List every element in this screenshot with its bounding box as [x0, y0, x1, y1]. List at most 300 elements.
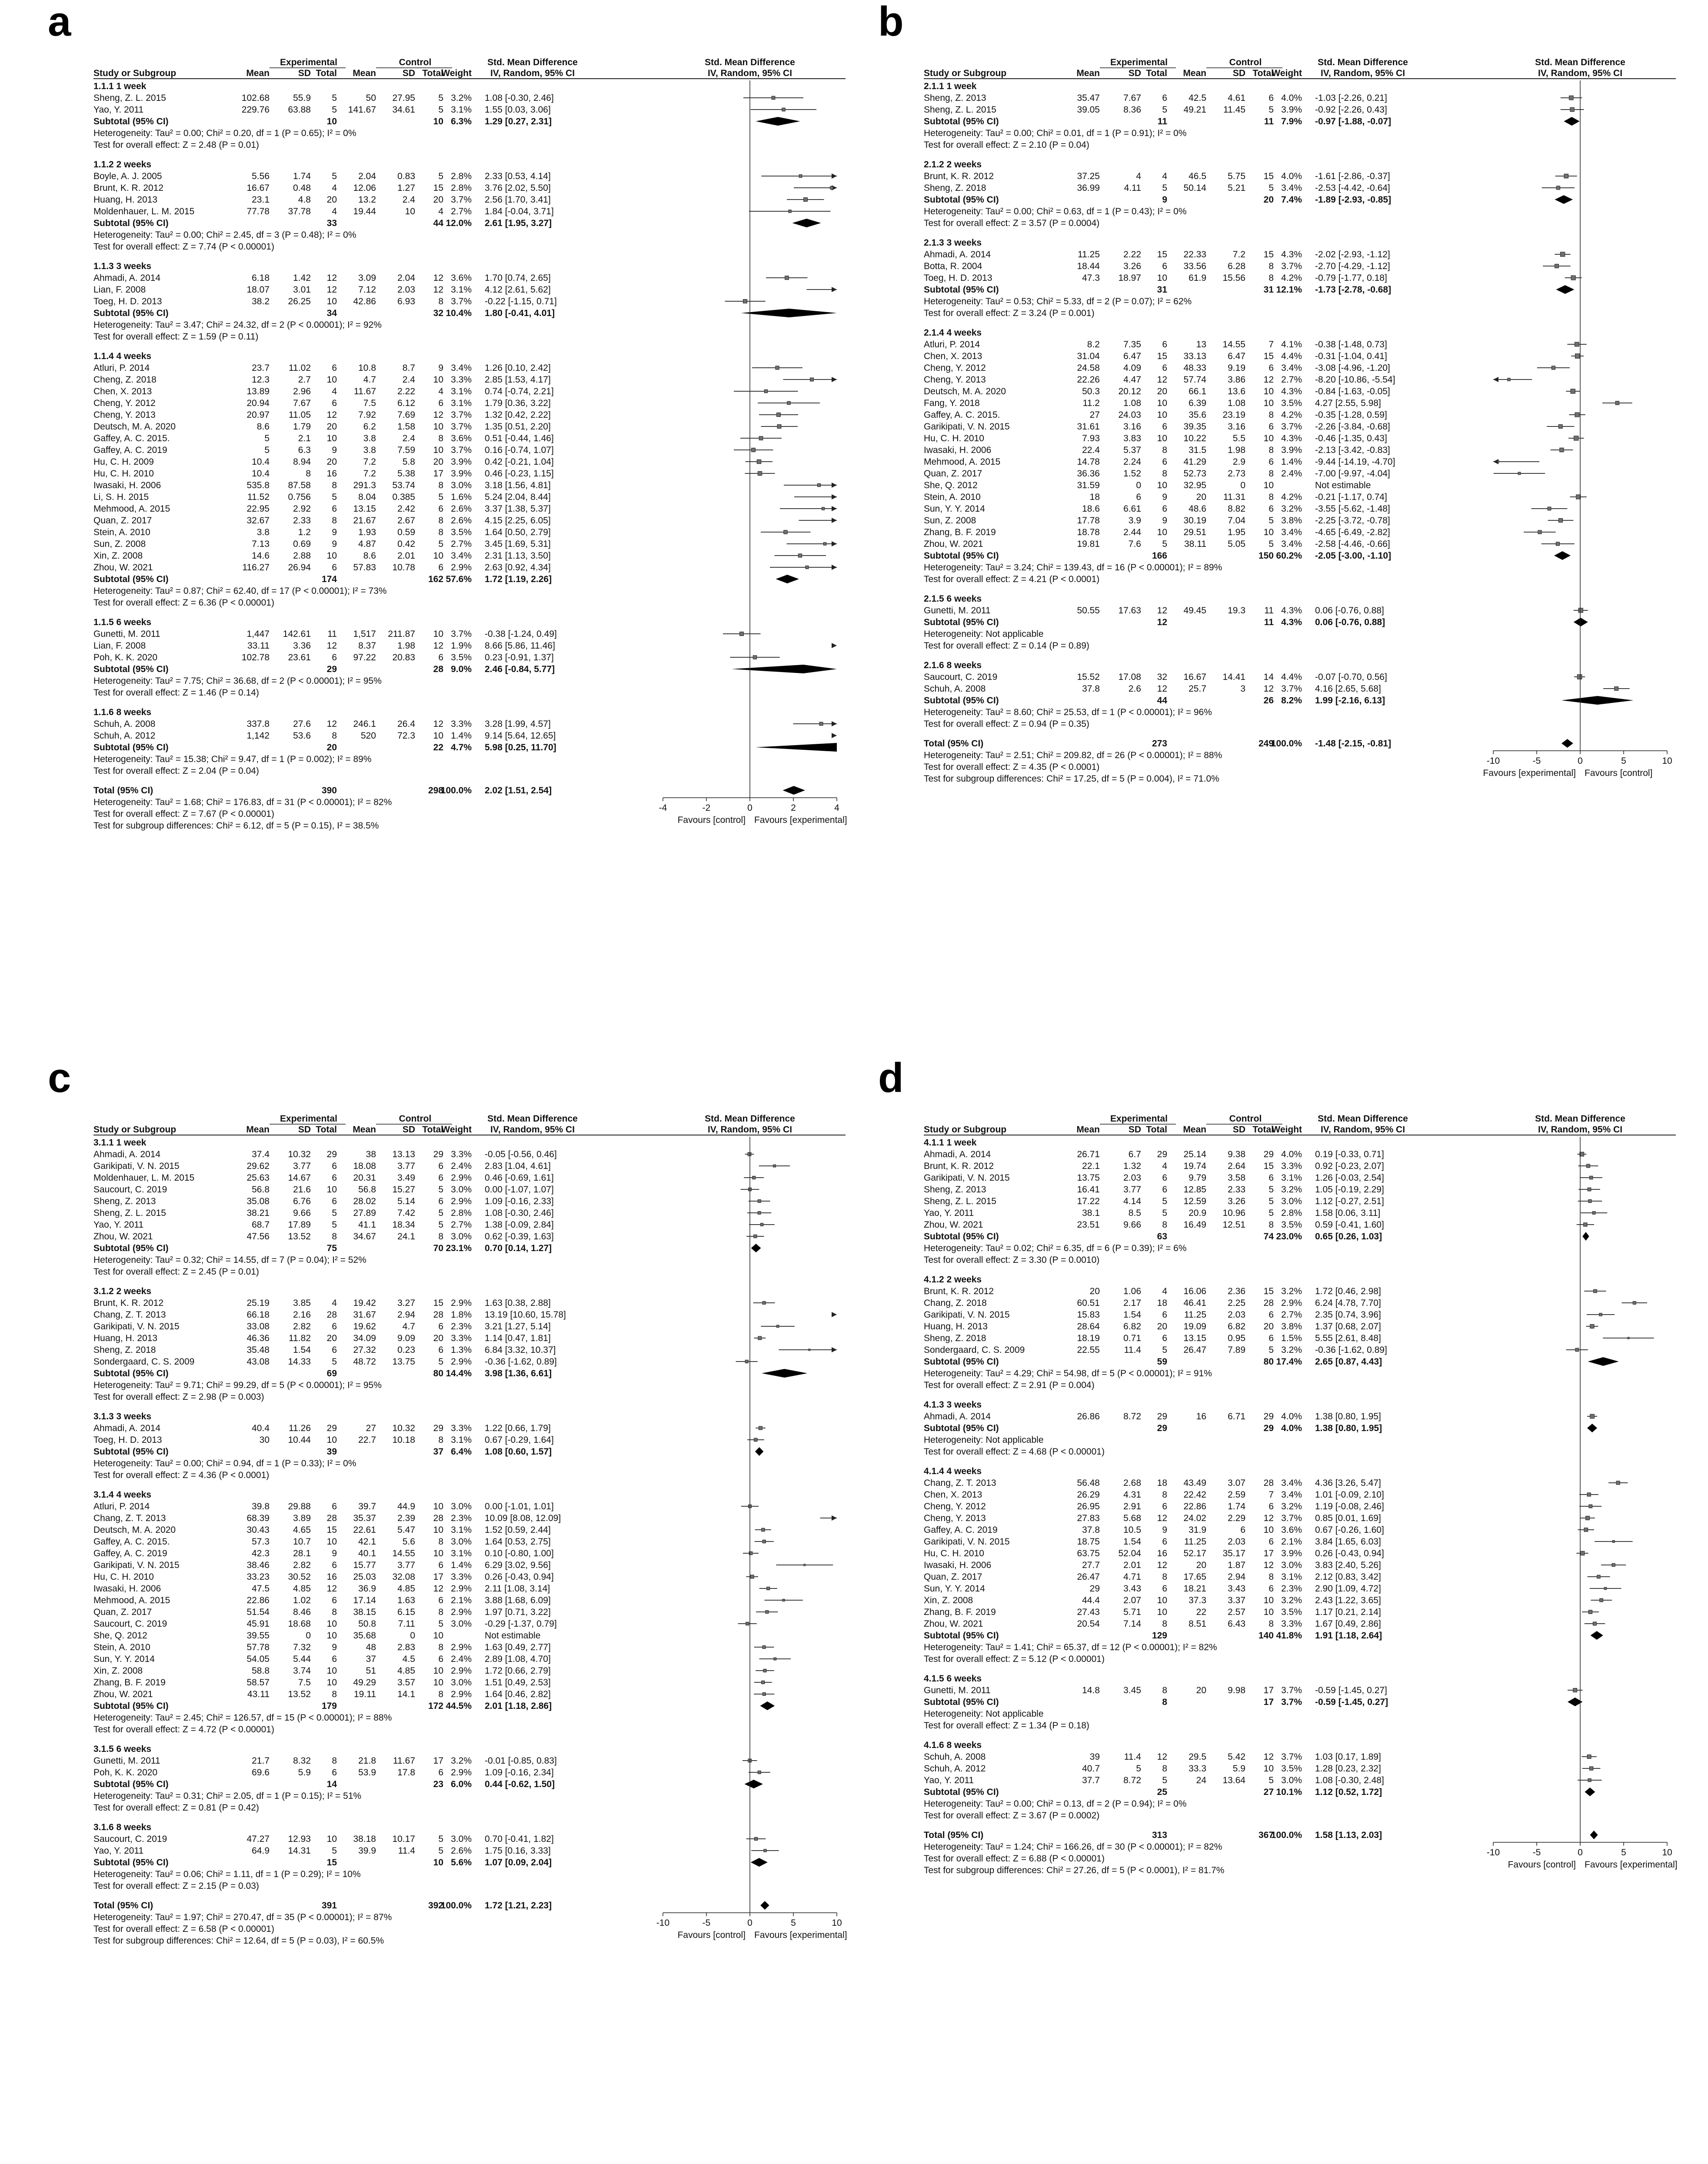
smd-ci: 0.46 [-0.69, 1.61] — [485, 1173, 554, 1183]
study-name: Schuh, A. 2012 — [93, 731, 156, 741]
weight: 4.4% — [1281, 672, 1302, 682]
exp-mean: 25.19 — [246, 1298, 270, 1308]
study-point — [762, 1693, 766, 1696]
study-point — [1497, 461, 1499, 463]
study-name: Stein, A. 2010 — [93, 527, 150, 537]
ctrl-total: 15 — [433, 183, 443, 193]
ctrl-sd: 6 — [1240, 1525, 1245, 1535]
header-total: Total — [316, 1125, 337, 1135]
header-mean: Mean — [246, 1125, 270, 1135]
weight: 3.1% — [451, 1525, 472, 1535]
ctrl-mean: 22.33 — [1183, 250, 1206, 260]
ctrl-mean: 24.02 — [1183, 1513, 1206, 1523]
header-experimental: Experimental — [1110, 57, 1168, 67]
group-title: 1.1.4 4 weeks — [93, 351, 152, 361]
ctrl-sd: 9.98 — [1228, 1685, 1245, 1695]
exp-mean: 40.7 — [1082, 1764, 1100, 1774]
ctrl-total: 29 — [1263, 1412, 1274, 1422]
study-point — [1628, 1337, 1629, 1339]
exp-total: 8 — [1162, 1619, 1167, 1629]
ctrl-sd: 7.04 — [1228, 516, 1245, 526]
exp-mean: 8.6 — [256, 422, 270, 432]
smd-ci: -2.53 [-4.42, -0.64] — [1315, 183, 1390, 193]
weight: 2.4% — [451, 1654, 472, 1664]
study-name: Brunt, K. R. 2012 — [93, 1298, 164, 1308]
subtotal-diamond — [1556, 285, 1574, 294]
exp-total: 10 — [1157, 480, 1167, 490]
subtotal-ci: 1.80 [-0.41, 4.01] — [485, 308, 555, 318]
ci-arrow — [832, 541, 837, 546]
ctrl-sd: 1.87 — [1228, 1560, 1245, 1570]
study-name: Mehmood, A. 2015 — [93, 504, 170, 514]
header-total: Total — [1252, 68, 1274, 78]
subtotal-label: Subtotal (95% CI) — [93, 1858, 169, 1868]
weight: 2.7% — [451, 539, 472, 549]
subtotal-ctrl-total: 11 — [1264, 617, 1274, 627]
study-name: Sun, Y. Y. 2014 — [924, 1584, 985, 1594]
exp-total: 10 — [1157, 1595, 1167, 1605]
subtotal-ctrl-total: 44 — [433, 218, 443, 228]
smd-ci: -0.07 [-0.70, 0.56] — [1315, 672, 1387, 682]
smd-ci: 4.16 [2.65, 5.68] — [1315, 684, 1381, 694]
study-name: Quan, Z. 2017 — [93, 1607, 152, 1617]
subtotal-label: Subtotal (95% CI) — [924, 551, 999, 561]
study-name: Garikipati, V. N. 2015 — [93, 1560, 180, 1570]
exp-sd: 55.9 — [293, 93, 311, 103]
exp-total: 10 — [1157, 1607, 1167, 1617]
ci-arrow — [832, 565, 837, 570]
ctrl-mean: 8.04 — [358, 492, 376, 502]
ctrl-total: 8 — [1269, 273, 1274, 283]
weight: 1.8% — [451, 1310, 472, 1320]
subtotal-exp-total: 11 — [1157, 117, 1167, 127]
subtotal-ctrl-total: 80 — [433, 1368, 443, 1378]
smd-ci: 2.31 [1.13, 3.50] — [485, 551, 551, 561]
ctrl-mean: 21.67 — [353, 516, 376, 526]
exp-sd: 11.02 — [289, 363, 311, 373]
ctrl-mean: 24 — [1196, 1775, 1206, 1785]
study-name: Yao, Y. 2011 — [924, 1775, 974, 1785]
exp-total: 6 — [332, 363, 337, 373]
total-label: Total (95% CI) — [93, 1901, 153, 1911]
ctrl-sd: 10.17 — [392, 1834, 415, 1844]
study-name: Sheng, Z. 2018 — [93, 1345, 156, 1355]
study-name: Sheng, Z. 2013 — [924, 1185, 986, 1195]
exp-mean: 15.83 — [1077, 1310, 1100, 1320]
weight: 3.0% — [1281, 1775, 1302, 1785]
study-name: Schuh, A. 2008 — [924, 684, 986, 694]
subtotal-ctrl-total: 22 — [433, 742, 443, 752]
exp-total: 32 — [1157, 672, 1167, 682]
ctrl-total: 10 — [433, 1666, 443, 1676]
overall-effect-text: Test for overall effect: Z = 0.81 (P = 0.42) — [93, 1803, 259, 1813]
study-point — [1612, 1563, 1615, 1566]
exp-total: 9 — [1162, 1525, 1167, 1535]
ctrl-total: 7 — [1269, 1490, 1274, 1500]
exp-sd: 0 — [1136, 480, 1141, 490]
exp-sd: 2.16 — [293, 1310, 311, 1320]
header-total: Total — [1146, 68, 1167, 78]
exp-sd: 14.31 — [288, 1846, 311, 1856]
exp-sd: 1.08 — [1123, 398, 1141, 408]
ctrl-total: 6 — [438, 398, 443, 408]
weight: 3.1% — [451, 285, 472, 295]
study-point — [758, 1771, 761, 1774]
ctrl-mean: 30.19 — [1183, 516, 1206, 526]
subtotal-ci: -1.73 [-2.78, -0.68] — [1315, 285, 1392, 295]
weight: 3.9% — [451, 469, 472, 479]
exp-mean: 11.2 — [1082, 398, 1100, 408]
ctrl-total: 5 — [1269, 1775, 1274, 1785]
ctrl-sd: 26.4 — [397, 719, 415, 729]
ctrl-sd: 5.47 — [397, 1525, 415, 1535]
favours-left: Favours [experimental] — [1483, 768, 1576, 778]
ctrl-sd: 15.56 — [1222, 273, 1245, 283]
ctrl-total: 5 — [1269, 1345, 1274, 1355]
ctrl-sd: 5.75 — [1228, 171, 1245, 181]
study-point — [1594, 1289, 1597, 1293]
subtotal-weight: 4.3% — [1281, 617, 1302, 627]
smd-ci: 0.51 [-0.44, 1.46] — [485, 433, 554, 443]
study-name: Xin, Z. 2008 — [924, 1595, 973, 1605]
ctrl-mean: 50 — [366, 93, 376, 103]
header-smd-plot-sub: IV, Random, 95% CI — [707, 68, 792, 78]
weight: 4.2% — [1281, 410, 1302, 420]
exp-total: 9 — [1162, 492, 1167, 502]
study-name: Hu, C. H. 2010 — [93, 1572, 154, 1582]
smd-ci: 0.92 [-0.23, 2.07] — [1315, 1161, 1384, 1171]
weight: 3.2% — [1281, 1345, 1302, 1355]
forest-plot — [872, 0, 1698, 1035]
study-name: Zhang, B. F. 2019 — [93, 1678, 166, 1688]
ctrl-total: 29 — [1263, 1149, 1274, 1159]
exp-total: 6 — [1162, 1584, 1167, 1594]
exp-mean: 36.36 — [1077, 469, 1100, 479]
group-title: 3.1.6 8 weeks — [93, 1822, 152, 1832]
ctrl-sd: 13.75 — [392, 1357, 415, 1367]
exp-total: 6 — [332, 1768, 337, 1778]
ctrl-mean: 25.7 — [1189, 684, 1206, 694]
ctrl-mean: 3.8 — [363, 445, 376, 455]
smd-ci: 1.26 [-0.03, 2.54] — [1315, 1173, 1384, 1183]
exp-total: 12 — [326, 719, 337, 729]
exp-mean: 39.05 — [1077, 105, 1100, 115]
ctrl-total: 8 — [1269, 1619, 1274, 1629]
study-name: Zhou, W. 2021 — [93, 563, 153, 573]
study-name: Zhou, W. 2021 — [924, 539, 983, 549]
exp-mean: 7.13 — [252, 539, 270, 549]
footer-text: Test for overall effect: Z = 6.88 (P < 0.00001) — [924, 1854, 1105, 1864]
forest-plot — [41, 1056, 867, 2152]
header-sd: SD — [1128, 1125, 1141, 1135]
subtotal-label: Subtotal (95% CI) — [924, 195, 999, 205]
footer-text: Test for subgroup differences: Chi² = 12.64, df = 5 (P = 0.03), I² = 60.5% — [93, 1936, 384, 1946]
ctrl-sd: 6.28 — [1228, 261, 1245, 271]
heterogeneity-text: Heterogeneity: Tau² = 0.06; Chi² = 1.11, df = 1 (P = 0.29); I² = 10% — [93, 1869, 361, 1879]
subtotal-label: Subtotal (95% CI) — [93, 574, 169, 584]
group-title: 4.1.2 2 weeks — [924, 1275, 982, 1285]
weight: 3.9% — [1281, 105, 1302, 115]
overall-effect-text: Test for overall effect: Z = 2.04 (P = 0.04) — [93, 766, 259, 776]
study-name: Zhang, B. F. 2019 — [924, 527, 996, 537]
ctrl-sd: 5.05 — [1228, 539, 1245, 549]
subtotal-ctrl-total: 140 — [1258, 1631, 1274, 1641]
exp-sd: 7.35 — [1123, 340, 1141, 350]
panel-letter: a — [48, 0, 71, 45]
weight: 3.2% — [451, 1756, 472, 1766]
exp-mean: 23.7 — [252, 363, 270, 373]
exp-mean: 47.27 — [246, 1834, 270, 1844]
ctrl-total: 10 — [433, 731, 443, 741]
ctrl-total: 12 — [1263, 1752, 1274, 1762]
total-weight: 100.0% — [440, 786, 472, 796]
ctrl-sd: 11.45 — [1223, 105, 1245, 115]
study-point — [1558, 425, 1562, 429]
smd-ci: 6.84 [3.32, 10.37] — [485, 1345, 556, 1355]
total-ctrl: 249 — [1258, 739, 1274, 749]
study-name: Schuh, A. 2008 — [93, 719, 156, 729]
smd-ci: -1.03 [-2.26, 0.21] — [1315, 93, 1387, 103]
exp-sd: 1.79 — [293, 422, 311, 432]
exp-mean: 38.1 — [1082, 1208, 1100, 1218]
exp-mean: 58.8 — [252, 1666, 270, 1676]
exp-mean: 50.55 — [1077, 606, 1100, 616]
weight: 3.4% — [1281, 527, 1302, 537]
study-point — [810, 378, 814, 381]
ctrl-total: 15 — [1263, 171, 1274, 181]
header-smd-text-sub: IV, Random, 95% CI — [490, 1125, 575, 1135]
weight: 3.4% — [1281, 539, 1302, 549]
subtotal-exp-total: 29 — [1157, 1423, 1167, 1433]
exp-mean: 33.08 — [246, 1322, 270, 1332]
exp-mean: 77.78 — [246, 206, 270, 216]
exp-mean: 3.8 — [256, 527, 270, 537]
header-mean: Mean — [353, 68, 376, 78]
exp-sd: 13.52 — [288, 1232, 311, 1242]
ctrl-sd: 5.14 — [397, 1196, 415, 1206]
ci-arrow — [832, 518, 837, 523]
weight: 3.7% — [1281, 422, 1302, 432]
exp-sd: 1.54 — [1123, 1310, 1141, 1320]
exp-sd: 0.71 — [1123, 1333, 1141, 1343]
total-ci: 1.72 [1.21, 2.23] — [485, 1901, 552, 1911]
ci-arrow — [832, 506, 837, 511]
subtotal-diamond — [1562, 696, 1634, 705]
ctrl-mean: 34.09 — [353, 1333, 376, 1343]
ctrl-mean: 20.31 — [353, 1173, 376, 1183]
subtotal-exp-total: 12 — [1157, 617, 1167, 627]
header-total: Total — [422, 68, 443, 78]
study-name: Garikipati, V. N. 2015 — [924, 1537, 1010, 1547]
ctrl-mean: 22.86 — [1183, 1501, 1206, 1511]
exp-total: 28 — [326, 1513, 337, 1523]
header-sd: SD — [1128, 68, 1141, 78]
subtotal-ci: 0.44 [-0.62, 1.50] — [485, 1779, 555, 1789]
group-title: 2.1.2 2 weeks — [924, 160, 982, 170]
exp-total: 6 — [332, 1173, 337, 1183]
exp-total: 5 — [1162, 1775, 1167, 1785]
ctrl-mean: 38 — [366, 1149, 376, 1159]
exp-total: 16 — [326, 1572, 337, 1582]
smd-ci: -0.22 [-1.15, 0.71] — [485, 296, 557, 306]
study-name: Stein, A. 2010 — [93, 1642, 150, 1652]
group-title: 3.1.2 2 weeks — [93, 1286, 152, 1296]
exp-total: 5 — [332, 105, 337, 115]
study-name: Xin, Z. 2008 — [93, 551, 143, 561]
exp-total: 12 — [326, 285, 337, 295]
exp-mean: 6.18 — [252, 273, 270, 283]
smd-ci: 3.37 [1.38, 5.37] — [485, 504, 551, 514]
study-point — [758, 471, 762, 475]
subtotal-exp-total: 31 — [1157, 285, 1167, 295]
study-name: Poh, K. K. 2020 — [93, 653, 158, 663]
ctrl-mean: 15.77 — [353, 1560, 376, 1570]
study-point — [1593, 1622, 1596, 1625]
ctrl-total: 12 — [433, 641, 443, 651]
exp-mean: 54.05 — [246, 1654, 270, 1664]
ctrl-sd: 32.08 — [392, 1572, 415, 1582]
subtotal-ctrl-total: 150 — [1258, 551, 1274, 561]
study-point — [1600, 1598, 1603, 1602]
ctrl-sd: 53.74 — [392, 480, 415, 490]
ctrl-total: 5 — [438, 1220, 443, 1230]
exp-mean: 26.86 — [1077, 1412, 1100, 1422]
exp-total: 6 — [332, 1322, 337, 1332]
study-point — [1577, 675, 1582, 679]
weight: 3.0% — [1281, 1560, 1302, 1570]
x-tick-label: -5 — [1532, 1848, 1541, 1858]
smd-ci: 1.17 [0.21, 2.14] — [1315, 1607, 1381, 1617]
weight: 3.0% — [451, 1501, 472, 1511]
header-smd-text-sub: IV, Random, 95% CI — [1320, 68, 1405, 78]
exp-mean: 27.83 — [1077, 1513, 1100, 1523]
weight: 3.3% — [1281, 1161, 1302, 1171]
ctrl-total: 17 — [433, 1572, 443, 1582]
exp-sd: 2.03 — [1123, 1173, 1141, 1183]
total-exp: 273 — [1152, 739, 1167, 749]
ctrl-sd: 3.49 — [397, 1173, 415, 1183]
exp-total: 10 — [1157, 273, 1167, 283]
ctrl-total: 29 — [433, 1149, 443, 1159]
weight: 3.4% — [1281, 363, 1302, 373]
exp-total: 6 — [1162, 1173, 1167, 1183]
exp-total: 11 — [327, 629, 337, 639]
overall-effect-text: Test for overall effect: Z = 4.21 (P < 0.0001) — [924, 574, 1100, 584]
study-name: Atluri, P. 2014 — [93, 363, 150, 373]
exp-mean: 60.51 — [1077, 1298, 1100, 1308]
study-point — [789, 210, 791, 213]
study-name: Gunetti, M. 2011 — [924, 606, 991, 616]
footer-text: Test for overall effect: Z = 6.58 (P < 0.00001) — [93, 1924, 274, 1934]
ctrl-mean: 61.9 — [1189, 273, 1206, 283]
ctrl-total: 6 — [1269, 363, 1274, 373]
weight: 2.4% — [1281, 469, 1302, 479]
ctrl-total: 8 — [438, 1232, 443, 1242]
exp-total: 5 — [1162, 105, 1167, 115]
weight: 3.0% — [451, 1834, 472, 1844]
total-label: Total (95% CI) — [924, 1830, 984, 1840]
exp-sd: 2.6 — [1128, 684, 1141, 694]
exp-sd: 4.14 — [1123, 1196, 1141, 1206]
weight: 2.9% — [451, 1768, 472, 1778]
weight: 4.4% — [1281, 351, 1302, 361]
ctrl-sd: 3.26 — [1228, 1196, 1245, 1206]
panel-b — [872, 0, 1698, 1035]
exp-sd: 5.37 — [1123, 445, 1141, 455]
weight: 3.5% — [1281, 1607, 1302, 1617]
subtotal-exp-total: 8 — [1162, 1697, 1167, 1707]
total-ctrl: 367 — [1258, 1830, 1274, 1840]
ctrl-total: 12 — [433, 719, 443, 729]
ctrl-mean: 13.2 — [358, 195, 376, 205]
exp-total: 10 — [326, 375, 337, 385]
ctrl-sd: 13.64 — [1222, 1775, 1245, 1785]
smd-ci: 0.23 [-0.91, 1.37] — [485, 653, 554, 663]
subtotal-label: Subtotal (95% CI) — [93, 1447, 169, 1457]
overall-effect-text: Test for overall effect: Z = 1.59 (P = 0.11) — [93, 332, 259, 342]
study-point — [787, 401, 790, 404]
ctrl-total: 8 — [1269, 469, 1274, 479]
study-point — [817, 483, 820, 486]
header-mean: Mean — [353, 1125, 376, 1135]
study-name: Cheng, Y. 2012 — [924, 363, 986, 373]
ctrl-sd: 10 — [405, 206, 415, 216]
exp-total: 5 — [332, 93, 337, 103]
header-mean: Mean — [1183, 1125, 1206, 1135]
ctrl-total: 6 — [438, 563, 443, 573]
ctrl-mean: 11.25 — [1184, 1537, 1206, 1547]
exp-total: 6 — [1162, 422, 1167, 432]
study-name: Chang, Z. 2018 — [924, 1298, 987, 1308]
weight: 3.6% — [451, 273, 472, 283]
ctrl-total: 6 — [438, 1161, 443, 1171]
smd-ci: -2.25 [-3.72, -0.78] — [1315, 516, 1390, 526]
exp-total: 6 — [332, 1196, 337, 1206]
smd-ci: 2.85 [1.53, 4.17] — [485, 375, 551, 385]
smd-ci: -0.21 [-1.17, 0.74] — [1315, 492, 1387, 502]
group-title: 4.1.3 3 weeks — [924, 1400, 982, 1410]
total-ctrl: 298 — [428, 786, 443, 796]
favours-left: Favours [control] — [1508, 1860, 1576, 1870]
header-weight: Weight — [1272, 1125, 1302, 1135]
ctrl-mean: 29.5 — [1189, 1752, 1206, 1762]
exp-sd: 3.77 — [1123, 1185, 1141, 1195]
ctrl-total: 10 — [433, 1548, 443, 1558]
ctrl-sd: 7.42 — [397, 1208, 415, 1218]
exp-total: 4 — [332, 386, 337, 396]
subtotal-exp-total: 25 — [1157, 1787, 1167, 1797]
exp-total: 12 — [1157, 1513, 1167, 1523]
subtotal-ctrl-total: 70 — [433, 1243, 443, 1253]
study-name: Gunetti, M. 2011 — [93, 1756, 160, 1766]
ctrl-sd: 2.33 — [1228, 1185, 1245, 1195]
weight: 3.3% — [451, 375, 472, 385]
ctrl-total: 8 — [1269, 1572, 1274, 1582]
ctrl-mean: 10.22 — [1183, 433, 1206, 443]
weight: 3.3% — [451, 719, 472, 729]
smd-ci: 6.29 [3.02, 9.56] — [485, 1560, 551, 1570]
exp-mean: 25.63 — [246, 1173, 270, 1183]
study-name: Deutsch, M. A. 2020 — [93, 1525, 176, 1535]
subtotal-exp-total: 69 — [326, 1368, 337, 1378]
exp-total: 6 — [1162, 1310, 1167, 1320]
study-name: Gaffey, A. C. 2019 — [93, 1548, 167, 1558]
total-exp: 391 — [321, 1901, 337, 1911]
exp-sd: 26.94 — [288, 563, 311, 573]
exp-sd: 3.16 — [1123, 422, 1141, 432]
ctrl-sd: 7.11 — [398, 1619, 415, 1629]
overall-effect-text: Test for overall effect: Z = 4.72 (P < 0.00001) — [93, 1725, 274, 1735]
